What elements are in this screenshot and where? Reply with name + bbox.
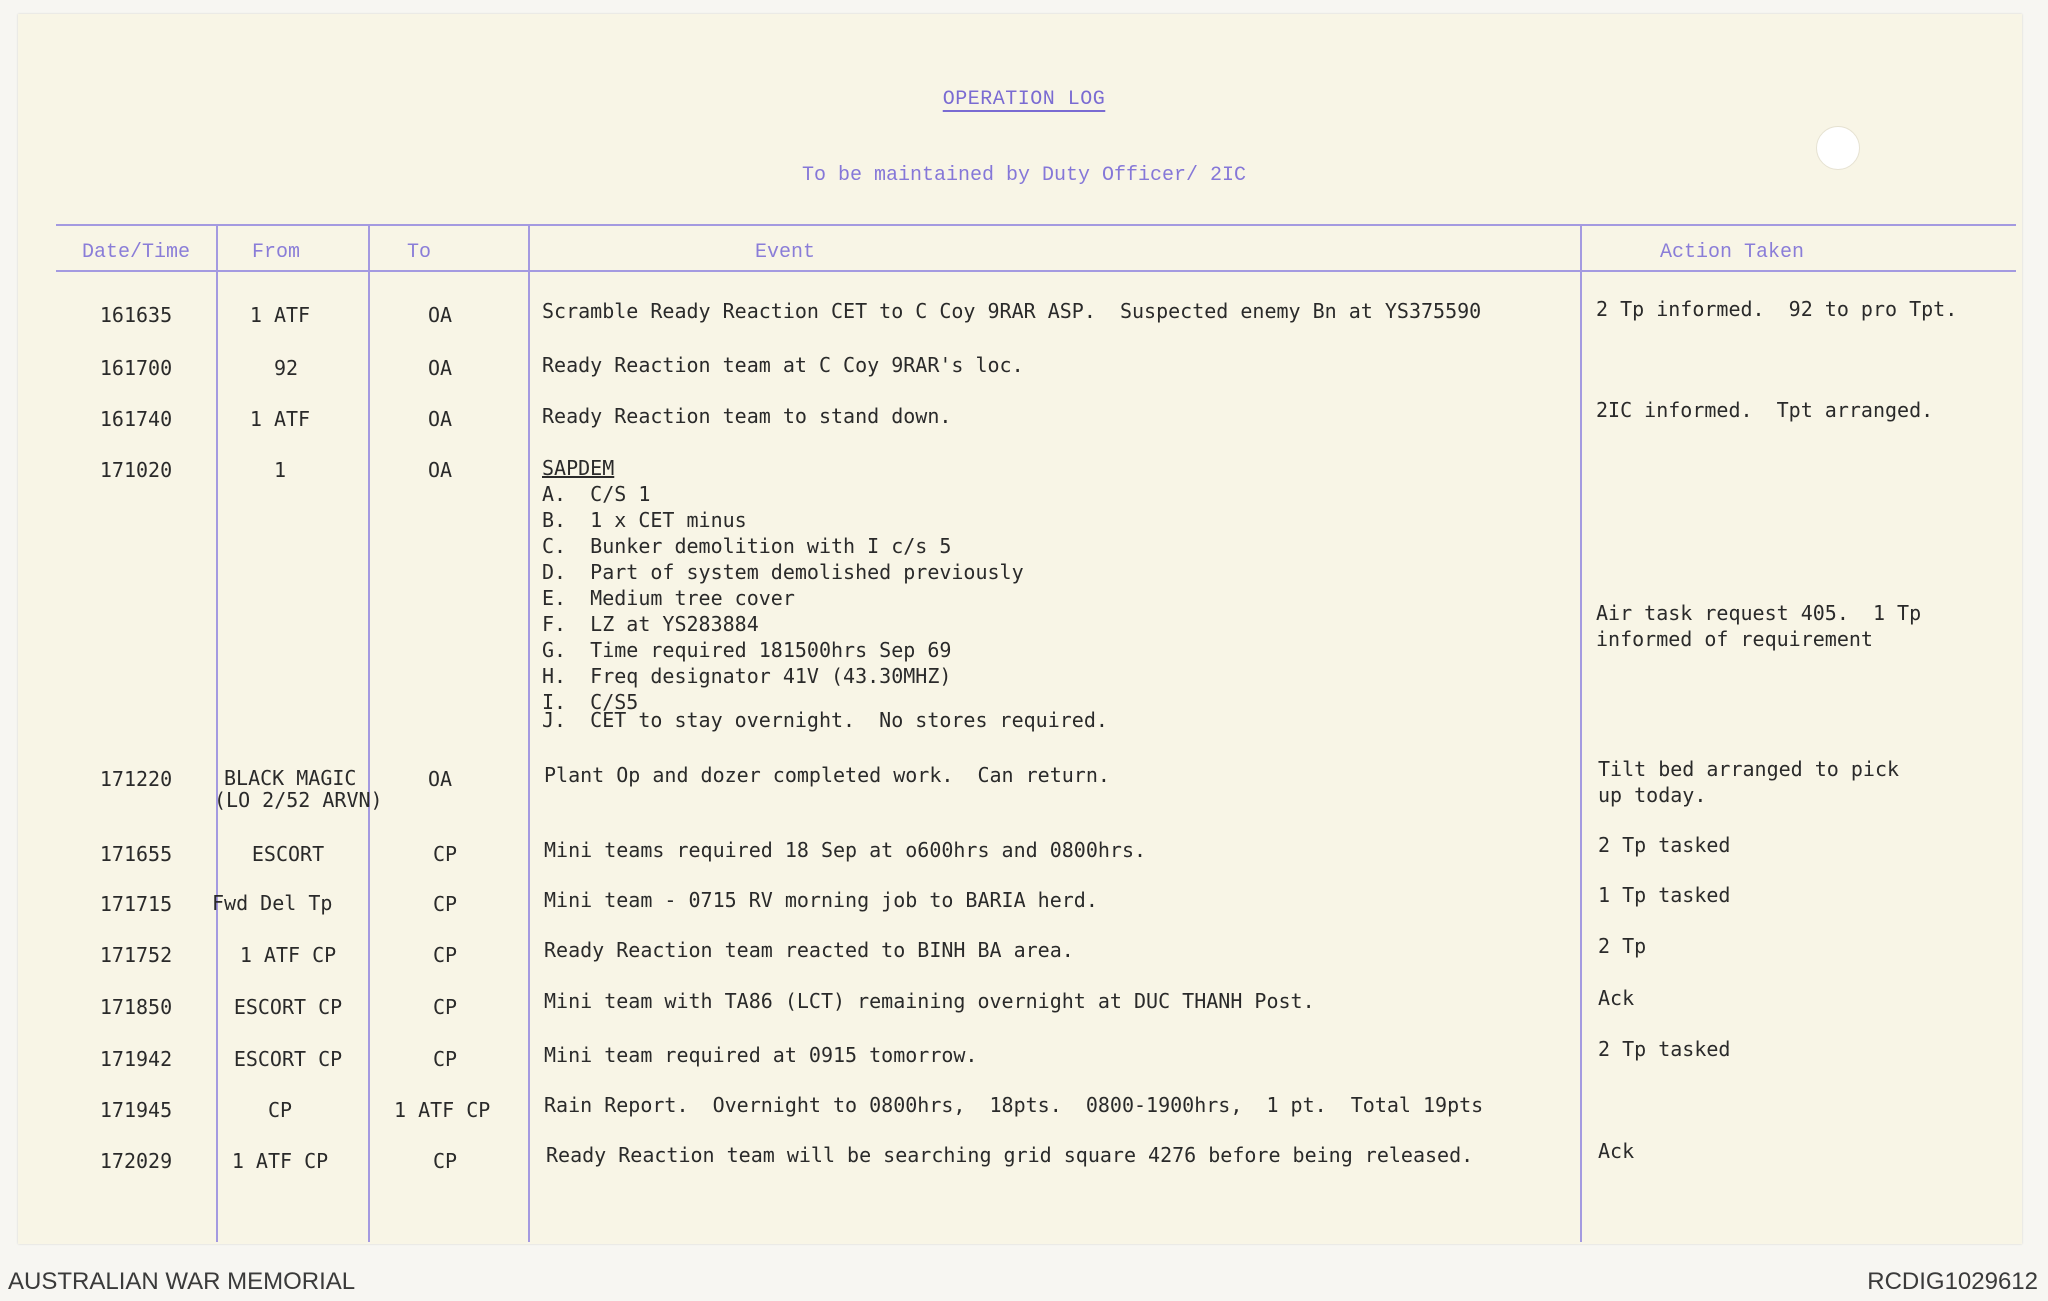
sapdem-line: A. C/S 1 <box>542 482 651 506</box>
column-divider <box>528 224 530 1242</box>
row-to: CP <box>432 892 458 916</box>
row-from: ESCORT CP <box>233 1047 343 1071</box>
row-time: 161635 <box>99 303 173 327</box>
row-event: Mini team required at 0915 tomorrow. <box>544 1043 978 1067</box>
row-time: 171020 <box>99 458 173 482</box>
row-to: CP <box>432 995 458 1019</box>
header-event: Event <box>754 241 815 264</box>
sapdem-line: B. 1 x CET minus <box>542 508 747 532</box>
row-to: 1 ATF CP <box>394 1098 491 1122</box>
row-time: 171715 <box>99 892 173 916</box>
row-action: 2 Tp tasked <box>1598 1037 1731 1061</box>
row-action: 1 Tp tasked <box>1598 883 1731 907</box>
row-event: Scramble Ready Reaction CET to C Coy 9RAR ASP. Suspected enemy Bn at YS375590 <box>542 299 1482 323</box>
row-time: 171942 <box>99 1047 173 1071</box>
row-event: Mini team - 0715 RV morning job to BARIA herd. <box>544 888 1098 912</box>
row-action-line2: up today. <box>1598 783 1707 807</box>
sapdem-line: H. Freq designator 41V (43.30MHZ) <box>542 664 952 688</box>
row-event: Mini team with TA86 (LCT) remaining overnight at DUC THANH Post. <box>544 989 1315 1013</box>
row-time: 171220 <box>99 767 173 791</box>
row-action: Ack <box>1598 1139 1635 1163</box>
row-time: 172029 <box>99 1149 173 1173</box>
document-subtitle: To be maintained by Duty Officer/ 2IC <box>801 164 1247 187</box>
row-from: CP <box>267 1098 293 1122</box>
header-action-taken: Action Taken <box>1659 241 1805 264</box>
row-to: CP <box>432 1149 458 1173</box>
sapdem-heading: SAPDEM <box>542 456 615 480</box>
row-time: 171655 <box>99 842 173 866</box>
row-action: informed of requirement <box>1596 627 1873 651</box>
row-to: CP <box>432 842 458 866</box>
row-action: 2 Tp <box>1598 934 1647 958</box>
sapdem-line: E. Medium tree cover <box>542 586 795 610</box>
row-event: Mini teams required 18 Sep at o600hrs and 0800hrs. <box>544 838 1147 862</box>
row-time: 171945 <box>99 1098 173 1122</box>
row-to: OA <box>427 767 453 791</box>
row-time: 161700 <box>99 356 173 380</box>
row-event: Ready Reaction team reacted to BINH BA area. <box>544 938 1074 962</box>
row-to: OA <box>427 356 453 380</box>
row-action: 2 Tp informed. 92 to pro Tpt. <box>1596 297 1958 321</box>
header-from: From <box>251 241 300 264</box>
row-time: 161740 <box>99 407 173 431</box>
row-action: 2IC informed. Tpt arranged. <box>1596 398 1934 422</box>
column-divider <box>1580 224 1582 1242</box>
sapdem-line: G. Time required 181500hrs Sep 69 <box>542 638 952 662</box>
row-from: ESCORT <box>251 842 325 866</box>
row-from: 1 ATF <box>249 407 311 431</box>
row-from: 1 ATF CP <box>239 943 337 967</box>
row-event: Ready Reaction team to stand down. <box>542 404 952 428</box>
sapdem-line: J. CET to stay overnight. No stores required. <box>542 708 1108 732</box>
row-action: 2 Tp tasked <box>1598 833 1731 857</box>
table-top-rule <box>56 224 2016 226</box>
row-action: Tilt bed arranged to pick <box>1598 757 1900 781</box>
document-title: OPERATION LOG <box>942 88 1106 111</box>
row-event: Ready Reaction team at C Coy 9RAR's loc. <box>542 353 1024 377</box>
row-time: 171850 <box>99 995 173 1019</box>
row-to: CP <box>432 943 458 967</box>
row-action: Air task request 405. 1 Tp <box>1596 601 1922 625</box>
footer-id: RCDIG1029612 <box>1867 1268 2038 1295</box>
row-from: 1 <box>273 458 287 482</box>
row-time: 171752 <box>99 943 173 967</box>
row-event: Ready Reaction team will be searching grid square 4276 before being released. <box>546 1143 1474 1167</box>
row-event: Rain Report. Overnight to 0800hrs, 18pts. 0800-1900hrs, 1 pt. Total 19pts <box>544 1093 1484 1117</box>
sapdem-line: D. Part of system demolished previously <box>542 560 1024 584</box>
table-header-rule <box>56 270 2016 272</box>
row-from: Fwd Del Tp <box>212 891 333 915</box>
row-from: BLACK MAGIC <box>224 766 357 790</box>
row-from: ESCORT CP <box>233 995 343 1019</box>
row-from: 1 ATF <box>249 303 311 327</box>
row-to: OA <box>427 458 453 482</box>
header-to: To <box>406 241 431 264</box>
row-action: Ack <box>1598 986 1635 1010</box>
row-to: OA <box>427 407 453 431</box>
header-date-time: Date/Time <box>81 241 191 264</box>
row-to: OA <box>427 303 453 327</box>
row-to: CP <box>432 1047 458 1071</box>
row-from: 1 ATF CP <box>231 1149 329 1173</box>
sapdem-line: F. LZ at YS283884 <box>542 612 759 636</box>
sapdem-line: I. C/S5 <box>542 690 639 714</box>
row-event: Plant Op and dozer completed work. Can return. <box>544 763 1110 787</box>
footer-source: AUSTRALIAN WAR MEMORIAL <box>8 1268 356 1295</box>
row-from-line2: (LO 2/52 ARVN) <box>214 788 383 812</box>
sapdem-line: C. Bunker demolition with I c/s 5 <box>542 534 952 558</box>
row-from: 92 <box>273 356 299 380</box>
